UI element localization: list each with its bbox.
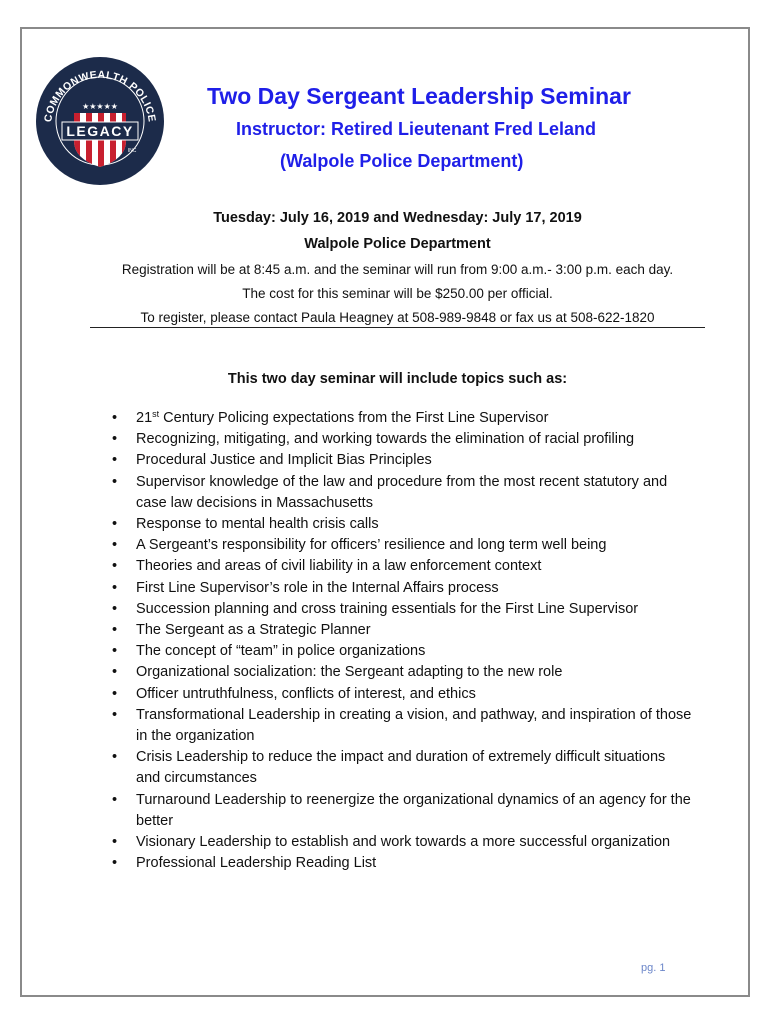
seminar-dates: Tuesday: July 16, 2019 and Wednesday: July 17, 2019: [213, 210, 582, 226]
list-item: • Crisis Leadership to reduce the impact and duration of extremely difficult situations and circumstances: [112, 749, 666, 787]
instructor-line: Instructor: Retired Lieutenant Fred Leland: [236, 119, 597, 139]
bullet-icon: •: [112, 537, 118, 554]
divider-line: [90, 327, 705, 328]
bullet-icon: •: [112, 473, 118, 490]
bullet-icon: •: [112, 410, 118, 426]
seminar-location: Walpole Police Department: [304, 236, 491, 252]
bullet-icon: •: [112, 579, 118, 596]
list-item: • Procedural Justice and Implicit Bias Principles: [112, 450, 692, 471]
bullet-icon: •: [112, 516, 118, 533]
bullet-icon: •: [112, 664, 118, 681]
list-item: • First Line Supervisor’s role in the Internal Affairs process: [112, 578, 692, 599]
bullet-icon: •: [112, 452, 118, 469]
topics-intro: This two day seminar will include topics such as:: [227, 371, 568, 387]
logo-ring-text: COMMONWEALTH POLICE: [42, 68, 158, 124]
logo-banner-text: LEGACY: [66, 123, 134, 139]
commonwealth-police-legacy-logo: [34, 55, 166, 187]
bullet-icon: •: [112, 643, 118, 660]
list-item: • 21st Century Policing expectations from the First Line Supervisor: [112, 408, 692, 429]
list-item: • The concept of “team” in police organizations: [112, 641, 692, 662]
list-item: • Transformational Leadership in creating a vision, and pathway, and inspiration of those in the organization: [112, 706, 692, 745]
contact-info: To register, please contact Paula Heagney at 508-989-9848 or fax us at 508-622-1820: [140, 310, 655, 325]
list-item: • Response to mental health crisis calls: [112, 514, 692, 535]
list-item: • Succession planning and cross training essentials for the First Line Supervisor: [112, 599, 692, 620]
department-line: (Walpole Police Department): [280, 151, 524, 171]
list-item: • Turnaround Leadership to reenergize the organizational dynamics of an agency for the better: [112, 791, 691, 829]
bullet-icon: •: [112, 685, 118, 702]
bullet-icon: •: [112, 600, 118, 617]
bullet-icon: •: [112, 706, 118, 723]
bullet-icon: •: [112, 749, 118, 766]
list-item: • A Sergeant’s responsibility for officers’ resilience and long term well being: [112, 535, 692, 556]
list-item: • Supervisor knowledge of the law and procedure from the most recent statutory and case law decisions in Massachusetts: [112, 473, 668, 511]
bullet-icon: •: [112, 834, 118, 851]
list-item: • Recognizing, mitigating, and working towards the elimination of racial profiling: [112, 429, 692, 450]
list-item: • Visionary Leadership to establish and work towards a more successful organization: [112, 832, 692, 853]
registration-info: Registration will be at 8:45 a.m. and the seminar will run from 9:00 a.m.- 3:00 p.m. each day.: [121, 262, 674, 277]
list-item: • Professional Leadership Reading List: [112, 853, 692, 874]
cost-info: The cost for this seminar will be $250.00 per official.: [242, 286, 553, 301]
bullet-icon: •: [112, 558, 118, 575]
topics-list: [112, 408, 692, 874]
list-item: • Organizational socialization: the Sergeant adapting to the new role: [112, 662, 692, 683]
list-item: • Officer untruthfulness, conflicts of interest, and ethics: [112, 684, 692, 705]
bullet-icon: •: [112, 791, 118, 808]
bullet-icon: •: [112, 855, 118, 872]
bullet-icon: •: [112, 431, 118, 448]
list-item: • Theories and areas of civil liability in a law enforcement context: [112, 556, 692, 577]
page-number: pg. 1: [641, 962, 666, 974]
bullet-icon: •: [112, 622, 118, 639]
logo-small-text: INC: [127, 148, 137, 154]
logo-stars-icon: ★★★★★: [82, 102, 118, 111]
seminar-title: Two Day Sergeant Leadership Seminar: [207, 83, 631, 109]
list-item: • The Sergeant as a Strategic Planner: [112, 620, 692, 641]
